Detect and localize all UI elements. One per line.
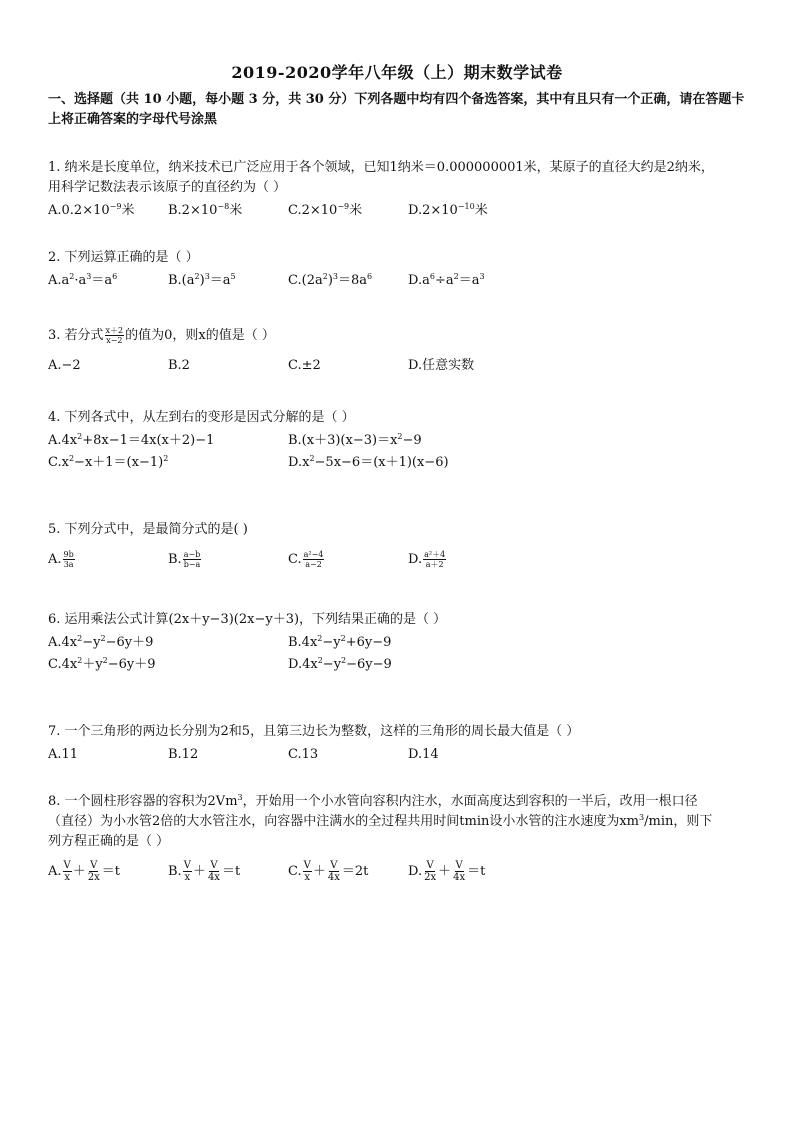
question-5-options: [48, 550, 758, 576]
question-3: [48, 326, 758, 378]
option-d[interactable]: $D.4x^2-y^2-6y-9$: [288, 656, 392, 672]
fraction: $\frac{x+2}{x-2}$: [105, 326, 124, 345]
question-8-stem-line2: （直径）为小水管2倍的大水管注水，向容器中注满水的全过程共用时间tmin设小水管的注水速度为$xm^3/\min$，则下: [48, 813, 713, 829]
question-8: [48, 792, 758, 888]
question-4-options-row2: [48, 453, 758, 475]
option-d[interactable]: $D.2\times 10^{-10}$米: [408, 202, 488, 218]
question-6-options-row2: [48, 655, 758, 677]
option-d[interactable]: $D.a^6\div a^2=a^3$: [408, 272, 485, 288]
question-1-stem-line1: 1. 纳米是长度单位，纳米技术已广泛应用于各个领域，已知1纳米＝0.000000001米，某原子的直径大约是2纳米，: [48, 160, 714, 175]
option-c[interactable]: $C.2\times 10^{-9}$米: [288, 202, 363, 218]
option-a[interactable]: A.11: [48, 747, 79, 762]
option-b[interactable]: $B.(x+3)(x-3)=x^2-9$: [288, 432, 422, 448]
option-b[interactable]: $B.(a^2)^3=a^5$: [168, 272, 236, 288]
question-4: [48, 408, 758, 475]
question-5: [48, 520, 758, 576]
question-2-stem: 2. 下列运算正确的是（ ）: [48, 250, 199, 265]
question-6: [48, 610, 758, 677]
section-heading: 一、选择题（共 10 小题，每小题 3 分，共 30 分）下列各题中均有四个备选答案，其中有且只有一个正确，请在答题卡上将正确答案的字母代号涂黑: [48, 92, 745, 127]
question-2: [48, 248, 758, 293]
question-5-stem: 5. 下列分式中，是最简分式的是( ): [48, 522, 248, 537]
question-1: [48, 158, 758, 223]
option-c[interactable]: C. $\frac{\text{a²−4}}{a-2}$: [288, 550, 324, 569]
option-c[interactable]: $C.(2a^2)^3=8a^6$: [288, 272, 373, 288]
option-c[interactable]: C. $\frac{V}{x}$ ＋ $\frac{V}{4x}$ ＝2t: [288, 860, 369, 883]
question-7: [48, 722, 758, 767]
option-b[interactable]: B. $\frac{V}{x}$ ＋ $\frac{V}{4x}$ ＝t: [168, 860, 241, 883]
question-3-options: [48, 356, 758, 378]
option-d[interactable]: D. $\frac{V}{2x}$ ＋ $\frac{V}{4x}$ ＝t: [408, 860, 486, 883]
question-2-options: [48, 271, 758, 293]
option-b[interactable]: $B.2\times 10^{-8}$米: [168, 202, 243, 218]
question-1-stem-line2: 用科学记数法表示该原子的直径约为（ ）: [48, 180, 287, 195]
question-8-options: [48, 860, 758, 888]
option-d[interactable]: D. $\frac{\text{a²＋4}}{a+2}$: [408, 550, 446, 569]
question-6-options-row1: [48, 633, 758, 655]
option-c[interactable]: C.±2: [288, 358, 321, 373]
option-a[interactable]: A. $\frac{9b}{3a}$: [48, 550, 74, 569]
option-b[interactable]: B. $\frac{a-b}{b-a}$: [168, 550, 201, 569]
page-title: 2019-2020学年八年级（上）期末数学试卷: [231, 63, 563, 82]
question-8-stem-line1: 8. 一个圆柱形容器的容积为2Vm$^3$，开始用一个小水管向容积内注水，水面高度达到容积的一半后，改用一根口径: [48, 793, 698, 809]
option-d[interactable]: D.14: [408, 747, 439, 762]
question-7-options: [48, 745, 758, 767]
question-3-stem: 3. 若分式 $\frac{x+2}{x-2}$ 的值为0，则x的值是（ ）: [48, 326, 275, 345]
option-a[interactable]: $A.4x^2-y^2-6y+9$: [48, 634, 154, 650]
option-a[interactable]: $A.a^2\cdot a^3=a^6$: [48, 272, 118, 288]
question-4-options-row1: [48, 431, 758, 453]
option-c[interactable]: $C.4x^2+y^2-6y+9$: [48, 656, 156, 672]
option-d[interactable]: D.任意实数: [408, 358, 475, 373]
question-6-stem: 6. 运用乘法公式计算(2x＋y−3)(2x−y＋3)，下列结果正确的是（ ）: [48, 612, 447, 627]
question-8-stem-line3: 列方程正确的是（ ）: [48, 834, 170, 849]
option-d[interactable]: $D.x^2-5x-6=(x+1)(x-6)$: [288, 454, 449, 470]
question-1-options: [48, 201, 758, 223]
option-b[interactable]: B.2: [168, 358, 190, 373]
question-7-stem: 7. 一个三角形的两边长分别为2和5，且第三边长为整数，这样的三角形的周长最大值是（ ）: [48, 724, 580, 739]
option-a[interactable]: $A.0.2\times 10^{-9}$米: [48, 202, 135, 218]
question-4-stem: 4. 下列各式中，从左到右的变形是因式分解的是（ ）: [48, 410, 355, 425]
option-b[interactable]: $B.4x^2-y^2+6y-9$: [288, 634, 392, 650]
option-a[interactable]: A.−2: [48, 358, 81, 373]
option-a[interactable]: $A.4x^2+8x-1=4x(x+2)-1$: [48, 432, 215, 448]
option-c[interactable]: C.13: [288, 747, 319, 762]
option-b[interactable]: B.12: [168, 747, 199, 762]
option-a[interactable]: A. $\frac{V}{x}$ ＋ $\frac{V}{2x}$ ＝t: [48, 860, 121, 883]
option-c[interactable]: $C.x^2-x+1=(x-1)^2$: [48, 454, 169, 470]
